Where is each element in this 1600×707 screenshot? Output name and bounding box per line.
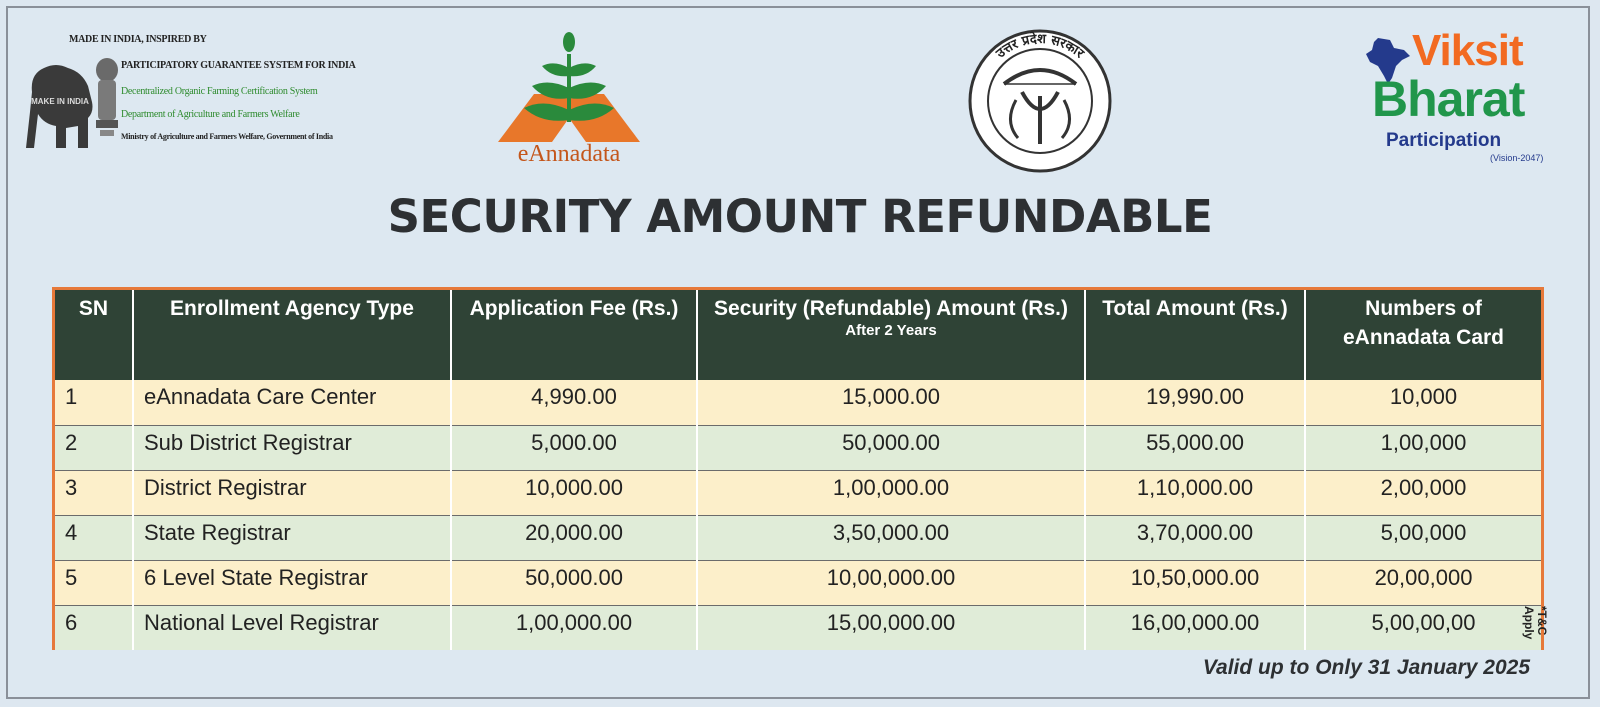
cell-security: 10,00,000.00 (697, 560, 1085, 605)
cell-cards: 5,00,00,00 (1305, 605, 1541, 650)
cell-total-amount: 55,000.00 (1085, 425, 1305, 470)
participation-word: Participation (1386, 130, 1502, 151)
cell-sn: 5 (55, 560, 133, 605)
cell-cards: 2,00,000 (1305, 470, 1541, 515)
cell-application-fee: 50,000.00 (451, 560, 697, 605)
table-header-row (55, 290, 1541, 380)
terms-note: *T&C Apply (1522, 606, 1549, 640)
cell-application-fee: 10,000.00 (451, 470, 697, 515)
ministry-text: Ministry of Agriculture and Farmers Welfare, Government of India (121, 132, 333, 141)
table-row (55, 605, 1541, 650)
cell-security: 1,00,000.00 (697, 470, 1085, 515)
col-header-agency-type: Enrollment Agency Type (133, 290, 451, 380)
cell-total-amount: 3,70,000.00 (1085, 515, 1305, 560)
poster (6, 6, 1590, 699)
cell-sn: 1 (55, 380, 133, 425)
cell-agency-type: eAnnadata Care Center (133, 380, 451, 425)
seal-text: उत्तर प्रदेश सरकार (993, 31, 1087, 62)
table-row (55, 560, 1541, 605)
table-row (55, 425, 1541, 470)
cell-cards: 1,00,000 (1305, 425, 1541, 470)
cell-agency-type: National Level Registrar (133, 605, 451, 650)
cell-security: 3,50,000.00 (697, 515, 1085, 560)
table-row (55, 380, 1541, 425)
make-in-india-lion-icon (26, 52, 96, 152)
page-title: SECURITY AMOUNT REFUNDABLE (387, 190, 1213, 243)
col-header-sn: SN (55, 290, 133, 380)
viksit-bharat-logo (1364, 26, 1564, 174)
cell-total-amount: 19,990.00 (1085, 380, 1305, 425)
cell-sn: 2 (55, 425, 133, 470)
col-header-application-fee: Application Fee (Rs.) (451, 290, 697, 380)
docfs-text: Decentralized Organic Farming Certification System (121, 86, 318, 97)
validity-note: Valid up to Only 31 January 2025 (1202, 656, 1530, 679)
col-header-security (697, 290, 1085, 380)
cell-cards: 10,000 (1305, 380, 1541, 425)
table-row (55, 470, 1541, 515)
cell-agency-type: State Registrar (133, 515, 451, 560)
table-row (55, 515, 1541, 560)
cell-cards: 5,00,000 (1305, 515, 1541, 560)
cell-total-amount: 1,10,000.00 (1085, 470, 1305, 515)
up-government-seal-icon (960, 26, 1120, 176)
cell-sn: 3 (55, 470, 133, 515)
cell-application-fee: 5,000.00 (451, 425, 697, 470)
made-in-india-text: MADE IN INDIA, INSPIRED BY (69, 34, 207, 45)
cell-application-fee: 4,990.00 (451, 380, 697, 425)
pgs-text: PARTICIPATORY GUARANTEE SYSTEM FOR INDIA (121, 60, 356, 71)
cell-agency-type: District Registrar (133, 470, 451, 515)
cell-security: 15,000.00 (697, 380, 1085, 425)
col-header-security-sub: After 2 Years (845, 322, 937, 339)
cell-agency-type: Sub District Registrar (133, 425, 451, 470)
fee-table (52, 287, 1544, 650)
col-header-security-label: Security (Refundable) Amount (Rs.) (714, 297, 1068, 320)
cell-cards: 20,00,000 (1305, 560, 1541, 605)
viksit-word: Viksit (1412, 26, 1523, 75)
pgs-india-logo (26, 28, 356, 168)
cell-total-amount: 10,50,000.00 (1085, 560, 1305, 605)
eannadata-logo-text: eAnnadata (517, 141, 621, 167)
eannadata-logo (494, 24, 644, 174)
cell-application-fee: 1,00,000.00 (451, 605, 697, 650)
cell-agency-type: 6 Level State Registrar (133, 560, 451, 605)
cell-security: 50,000.00 (697, 425, 1085, 470)
cell-total-amount: 16,00,000.00 (1085, 605, 1305, 650)
eannadata-plant-icon (494, 24, 644, 144)
svg-text:MAKE IN INDIA: MAKE IN INDIA (31, 97, 89, 106)
col-header-total-amount: Total Amount (Rs.) (1085, 290, 1305, 380)
cell-sn: 6 (55, 605, 133, 650)
vision-2047-text: (Vision-2047) (1490, 153, 1544, 163)
ashoka-emblem-icon (94, 56, 120, 144)
dept-text: Department of Agriculture and Farmers Welfare (121, 109, 300, 120)
cell-sn: 4 (55, 515, 133, 560)
bharat-word: Bharat (1372, 71, 1525, 127)
col-header-cards: Numbers of eAnnadata Card (1305, 290, 1541, 380)
cell-security: 15,00,000.00 (697, 605, 1085, 650)
cell-application-fee: 20,000.00 (451, 515, 697, 560)
